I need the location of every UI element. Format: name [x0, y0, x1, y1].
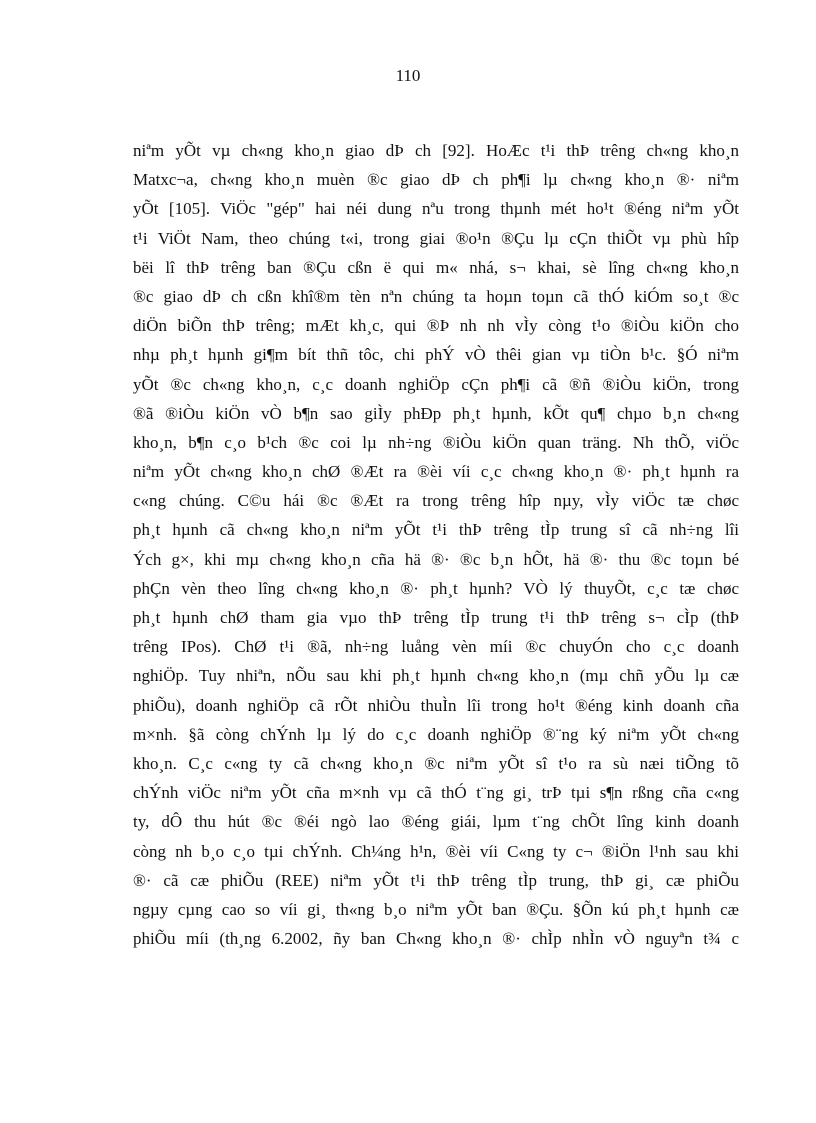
text-line: phÇn vèn theo lîng ch«ng kho¸n ®· ph¸t hµnh? VÒ lý thuyÕt, c¸c tæ chøc [133, 578, 739, 598]
page-number: 110 [395, 66, 421, 85]
text-line: m×nh. §ã còng chÝnh lµ lý do c¸c doanh nghiÖp ®¨ng ký niªm yÕt ch«ng [133, 724, 739, 744]
text-line: yÕt ®c ch«ng kho¸n, c¸c doanh nghiÖp cÇn ph¶i cã ®ñ ®iÒu kiÖn, trong [133, 374, 739, 394]
body-paragraph [133, 136, 739, 953]
text-line: diÖn biÕn thÞ trêng; mÆt kh¸c, qui ®Þ nh nh vÌy còng t¹o ®iÒu kiÖn cho [133, 316, 739, 336]
text-line: Ých g×, khi mµ ch«ng kho¸n cña hä ®· ®c b¸n hÕt, hä ®· thu ®c toµn bé [133, 549, 739, 569]
text-line: phiÕu míi (th¸ng 6.2002, ñy ban Ch«ng kho¸n ®· chÌp nhÌn vÒ nguyªn t¾ c [133, 929, 739, 949]
text-line: niªm yÕt ch«ng kho¸n chØ ®Æt ra ®èi víi c¸c ch«ng kho¸n ®· ph¸t hµnh ra [133, 462, 739, 482]
text-line: ty, dÔ thu hút ®c ®éi ngò lao ®éng giái, lµm t¨ng chÕt lîng kinh doanh [133, 812, 739, 832]
text-line: kho¸n. C¸c c«ng ty cã ch«ng kho¸n ®c niªm yÕt sî t¹o ra sù næi tiÕng tõ [133, 753, 739, 773]
text-line: nghiÖp. Tuy nhiªn, nÕu sau khi ph¸t hµnh ch«ng kho¸n (mµ chñ yÕu lµ cæ [133, 666, 739, 686]
text-line: trêng IPos). ChØ t¹i ®ã, nh÷ng luång vèn míi ®c chuyÓn cho c¸c doanh [133, 637, 739, 657]
text-line: kho¸n, b¶n c¸o b¹ch ®c coi lµ nh÷ng ®iÒu kiÖn quan träng. Nh thÕ, viÖc [133, 432, 739, 452]
text-line: ®c giao dÞ ch cßn khî®m tèn nªn chúng ta hoµn toµn cã thÓ kiÓm so¸t ®c [133, 286, 739, 306]
text-line: yÕt [105]. ViÖc "gép" hai néi dung nªu trong thµnh mét ho¹t ®éng niªm yÕt [133, 199, 739, 219]
text-line: bëi lî thÞ trêng ban ®Çu cßn ë qui m« nhá, s¬ khai, sè lîng ch«ng kho¸n [133, 257, 739, 277]
text-line: nhµ ph¸t hµnh gi¶m bít thñ tôc, chi phÝ vÒ thêi gian vµ tiÒn b¹c. §Ó niªm [133, 345, 739, 365]
text-line: còng nh b¸o c¸o tµi chÝnh. Ch¼ng h¹n, ®èi víi C«ng ty c¬ ®iÖn l¹nh sau khi [133, 841, 739, 861]
text-line: phiÕu), doanh nghiÖp cã rÕt nhiÒu thuÌn lîi trong ho¹t ®éng kinh doanh cña [133, 695, 739, 715]
text-line: Matxc¬a, ch«ng kho¸n muèn ®c giao dÞ ch ph¶i lµ ch«ng kho¸n ®· niªm [133, 170, 739, 190]
text-line: c«ng chúng. C©u hái ®c ®Æt ra trong trêng hîp nµy, vÌy viÖc tæ chøc [133, 491, 739, 511]
text-line: ®· cã cæ phiÕu (REE) niªm yÕt t¹i thÞ trêng tÌp trung, thÞ gi¸ cæ phiÕu [133, 870, 739, 890]
text-line: ph¸t hµnh cã ch«ng kho¸n niªm yÕt t¹i thÞ trêng tÌp trung sî cã nh÷ng lîi [133, 520, 739, 540]
text-line: ®ã ®iÒu kiÖn vÒ b¶n sao giÌy phÐp ph¸t hµnh, kÕt qu¶ chµo b¸n ch«ng [133, 403, 739, 423]
text-line: ph¸t hµnh chØ tham gia vµo thÞ trêng tÌp trung t¹i thÞ trêng s¬ cÌp (thÞ [133, 608, 739, 627]
text-line: t¹i ViÖt Nam, theo chúng t«i, trong giai ®o¹n ®Çu lµ cÇn thiÕt vµ phù hîp [133, 228, 739, 248]
text-line: niªm yÕt vµ ch«ng kho¸n giao dÞ ch [92]. HoÆc t¹i thÞ trêng ch«ng kho¸n [133, 141, 739, 160]
text-line: ngµy cµng cao so víi gi¸ th«ng b¸o niªm yÕt ban ®Çu. §Õn kú ph¸t hµnh cæ [133, 899, 739, 919]
text-line: chÝnh viÖc niªm yÕt cña m×nh vµ cã thÓ t¨ng gi¸ trÞ tµi s¶n rßng cña c«ng [133, 783, 739, 803]
